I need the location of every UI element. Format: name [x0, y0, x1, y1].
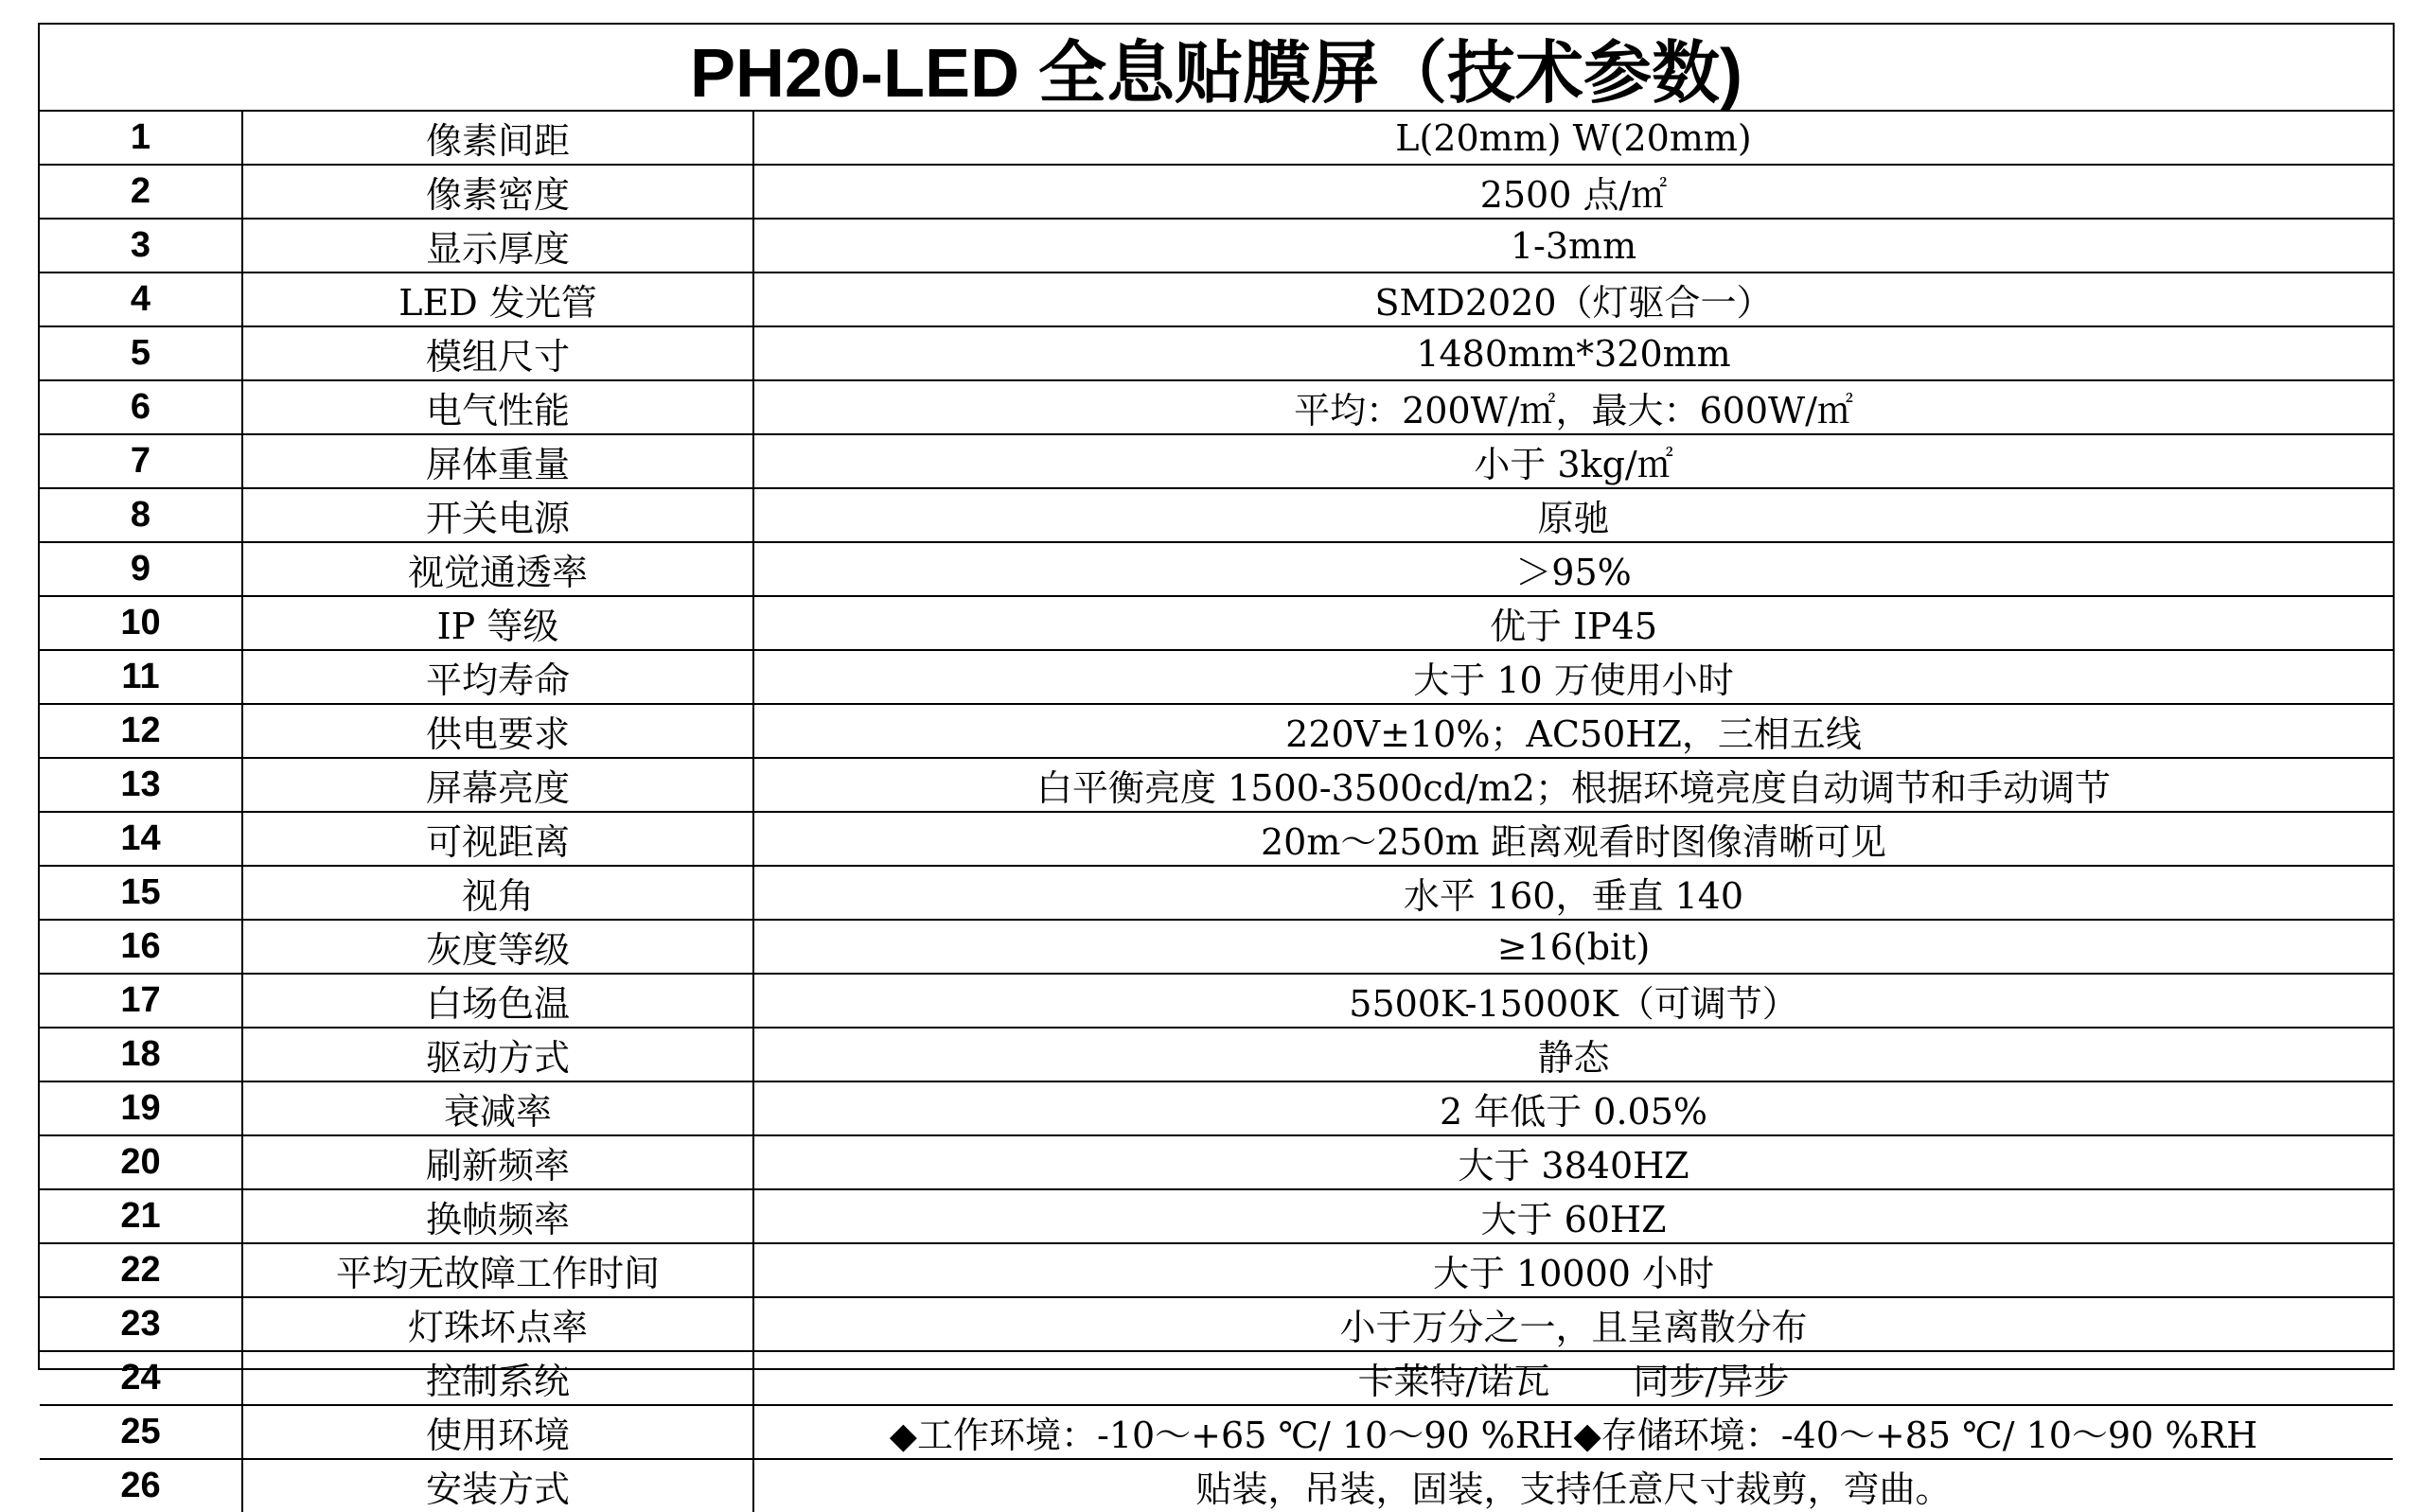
parameter-value: 贴装，吊装，固装，支持任意尺寸裁剪，弯曲。 [1195, 1468, 1952, 1510]
table-row [40, 650, 2393, 704]
table-row [40, 380, 2393, 434]
page-title: PH20-LED 全息贴膜屏（技术参数) [40, 25, 2393, 112]
parameter-value: ≥16(bit) [753, 920, 2393, 974]
parameter-name: 供电要求 [242, 704, 753, 758]
table-row [40, 542, 2393, 596]
row-number: 8 [40, 488, 242, 542]
parameter-value: 优于 IP45 [753, 596, 2393, 650]
row-number: 23 [40, 1297, 242, 1351]
table-row [40, 1135, 2393, 1189]
parameter-name: 安装方式 [242, 1459, 753, 1512]
spec-sheet [38, 23, 2395, 1510]
parameter-value: L(20mm) W(20mm) [753, 112, 2393, 165]
table-row [40, 1405, 2393, 1459]
parameter-value: 小于 3kg/㎡ [753, 434, 2393, 488]
table-row [40, 1189, 2393, 1243]
table-row [40, 219, 2393, 273]
row-number: 20 [40, 1135, 242, 1189]
table-row [40, 165, 2393, 219]
parameter-name: 像素间距 [242, 112, 753, 165]
parameter-value: 原驰 [753, 488, 2393, 542]
row-number: 22 [40, 1243, 242, 1297]
row-number: 3 [40, 219, 242, 273]
parameter-name: 电气性能 [242, 380, 753, 434]
row-number: 13 [40, 758, 242, 812]
parameter-name: 显示厚度 [242, 219, 753, 273]
parameter-name: 模组尺寸 [242, 326, 753, 380]
parameter-value: 2500 点/㎡ [753, 165, 2393, 219]
parameter-value: ◆工作环境：-10～+65 ℃/ 10～90 %RH◆存储环境：-40～+85 ℃/ 10～90 %RH [753, 1405, 2393, 1459]
parameter-name: 灰度等级 [242, 920, 753, 974]
table-row [40, 488, 2393, 542]
row-number: 26 [40, 1459, 242, 1512]
parameter-value: 2 年低于 0.05% [753, 1081, 2393, 1135]
parameter-name: LED 发光管 [242, 273, 753, 326]
parameter-name: 像素密度 [242, 165, 753, 219]
parameter-value: 平均：200W/㎡，最大：600W/㎡ [753, 380, 2393, 434]
parameter-name: 灯珠坏点率 [242, 1297, 753, 1351]
parameter-name: 开关电源 [242, 488, 753, 542]
parameter-name: 平均寿命 [242, 650, 753, 704]
row-number: 16 [40, 920, 242, 974]
table-row [40, 1297, 2393, 1351]
parameter-value: SMD2020（灯驱合一） [753, 273, 2393, 326]
table-row [40, 704, 2393, 758]
parameter-name: 驱动方式 [242, 1028, 753, 1081]
row-number: 4 [40, 273, 242, 326]
table-row [40, 1243, 2393, 1297]
row-number: 1 [40, 112, 242, 165]
spec-table [40, 112, 2393, 1512]
parameter-value: 小于万分之一，且呈离散分布 [753, 1297, 2393, 1351]
row-number: 14 [40, 812, 242, 866]
row-number: 18 [40, 1028, 242, 1081]
row-number: 5 [40, 326, 242, 380]
parameter-name: 换帧频率 [242, 1189, 753, 1243]
parameter-name: 视角 [242, 866, 753, 920]
table-row [40, 273, 2393, 326]
table-row [40, 758, 2393, 812]
parameter-name: 衰减率 [242, 1081, 753, 1135]
parameter-value: 大于 60HZ [753, 1189, 2393, 1243]
row-number: 7 [40, 434, 242, 488]
table-row [40, 812, 2393, 866]
parameter-value: 水平 160，垂直 140 [753, 866, 2393, 920]
parameter-name: 控制系统 [242, 1351, 753, 1405]
parameter-value: 大于 3840HZ [753, 1135, 2393, 1189]
parameter-name: 平均无故障工作时间 [242, 1243, 753, 1297]
row-number: 19 [40, 1081, 242, 1135]
parameter-name: 可视距离 [242, 812, 753, 866]
parameter-value: 220V±10%；AC50HZ，三相五线 [753, 704, 2393, 758]
row-number: 15 [40, 866, 242, 920]
parameter-value: 静态 [753, 1028, 2393, 1081]
parameter-name: IP 等级 [242, 596, 753, 650]
table-row [40, 326, 2393, 380]
parameter-name: 使用环境 [242, 1405, 753, 1459]
parameter-value: 卡莱特/诺瓦 同步/异步 [753, 1351, 2393, 1405]
parameter-name: 屏幕亮度 [242, 758, 753, 812]
row-number: 21 [40, 1189, 242, 1243]
parameter-name: 刷新频率 [242, 1135, 753, 1189]
spec-table-body [40, 112, 2393, 1512]
parameter-value: 白平衡亮度 1500-3500cd/m2；根据环境亮度自动调节和手动调节 [753, 758, 2393, 812]
table-row [40, 866, 2393, 920]
row-number: 12 [40, 704, 242, 758]
row-number: 6 [40, 380, 242, 434]
table-row [40, 1459, 2393, 1512]
row-number: 17 [40, 974, 242, 1028]
row-number: 24 [40, 1351, 242, 1405]
parameter-value: 20m～250m 距离观看时图像清晰可见 [753, 812, 2393, 866]
parameter-name: 白场色温 [242, 974, 753, 1028]
parameter-name: 视觉通透率 [242, 542, 753, 596]
table-row [40, 974, 2393, 1028]
table-row [40, 920, 2393, 974]
parameter-value: 大于 10000 小时 [753, 1243, 2393, 1297]
table-row [40, 434, 2393, 488]
row-number: 11 [40, 650, 242, 704]
parameter-value: ＞95% [753, 542, 2393, 596]
parameter-name: 屏体重量 [242, 434, 753, 488]
row-number: 10 [40, 596, 242, 650]
table-row [40, 1081, 2393, 1135]
table-row [40, 1351, 2393, 1405]
row-number: 25 [40, 1405, 242, 1459]
parameter-value: 1480mm*320mm [753, 326, 2393, 380]
table-row [40, 112, 2393, 165]
row-number: 9 [40, 542, 242, 596]
parameter-value: 5500K-15000K（可调节） [753, 974, 2393, 1028]
table-row [40, 596, 2393, 650]
parameter-value: 1-3mm [753, 219, 2393, 273]
parameter-value: 大于 10 万使用小时 [753, 650, 2393, 704]
table-row [40, 1028, 2393, 1081]
row-number: 2 [40, 165, 242, 219]
